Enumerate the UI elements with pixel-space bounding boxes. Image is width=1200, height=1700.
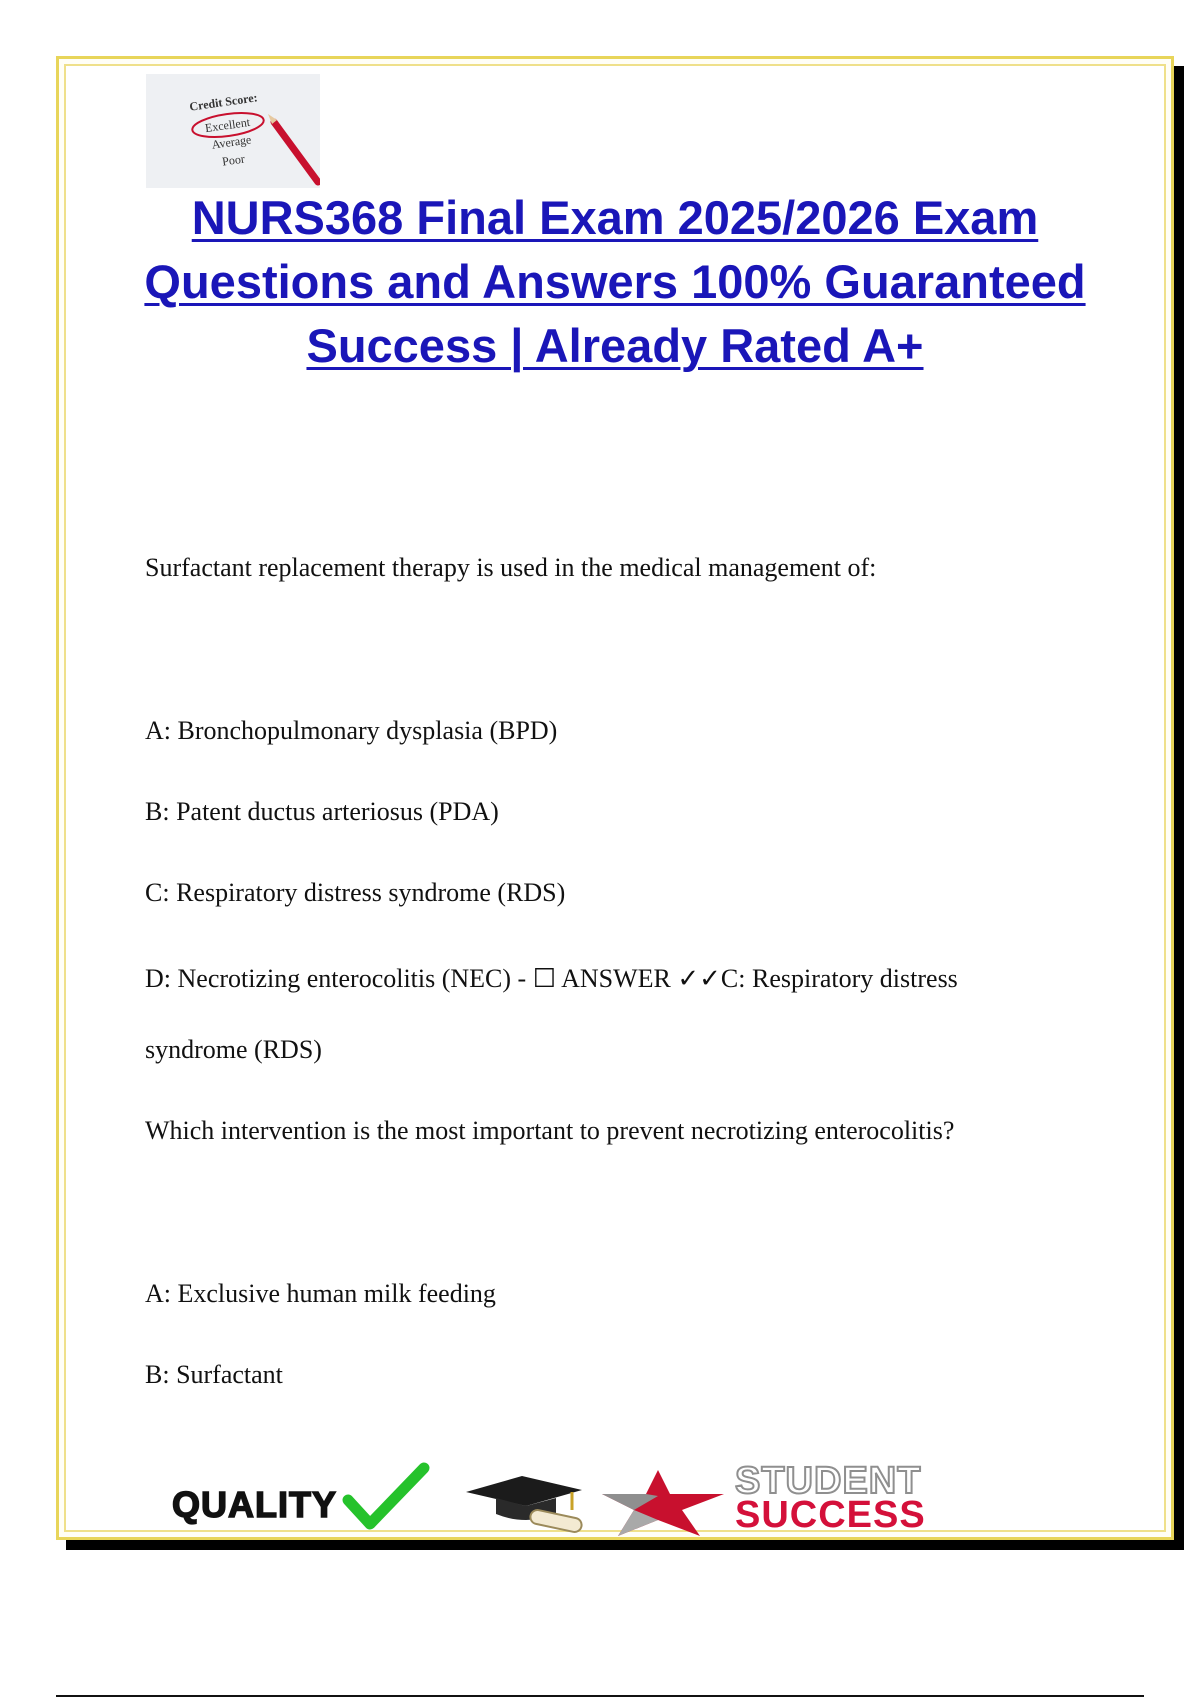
question-2-option-b: B: Surfactant	[145, 1360, 283, 1389]
question-1-option-a: A: Bronchopulmonary dysplasia (BPD)	[145, 716, 558, 745]
student-logo-text: STUDENT	[735, 1460, 922, 1502]
logo-option-poor: Poor	[221, 151, 246, 169]
quality-logo-text: QUALITY	[172, 1484, 337, 1525]
logo-option-average: Average	[210, 132, 253, 152]
question-2-option-a: A: Exclusive human milk feeding	[145, 1279, 496, 1308]
red-pencil-icon	[274, 122, 318, 182]
question-1-option-c: C: Respiratory distress syndrome (RDS)	[145, 878, 566, 907]
question-1-answer-continued: syndrome (RDS)	[145, 1035, 322, 1064]
bottom-rule	[56, 1695, 1144, 1697]
logo-option-excellent: Excellent	[204, 114, 251, 136]
question-1-option-b: B: Patent ductus arteriosus (PDA)	[145, 797, 499, 826]
logo-label: Credit Score:	[188, 90, 259, 114]
green-check-icon	[340, 1462, 430, 1532]
student-success-star-icon	[600, 1466, 730, 1538]
graduation-cap-icon	[460, 1470, 590, 1536]
question-1-option-d: D: Necrotizing enterocolitis (NEC) - ☐ ANSWER ✓✓C: Respiratory distress	[145, 964, 958, 993]
success-logo-text: SUCCESS	[735, 1494, 926, 1536]
question-1-text: Surfactant replacement therapy is used in the medical management of:	[145, 553, 877, 582]
footer-logos	[160, 1462, 1060, 1542]
credit-score-logo	[146, 74, 320, 188]
page-title: NURS368 Final Exam 2025/2026 Exam Questions and Answers 100% Guaranteed Success | Already Rated A+	[144, 191, 1086, 372]
question-2-text: Which intervention is the most important to prevent necrotizing enterocolitis?	[145, 1116, 955, 1145]
